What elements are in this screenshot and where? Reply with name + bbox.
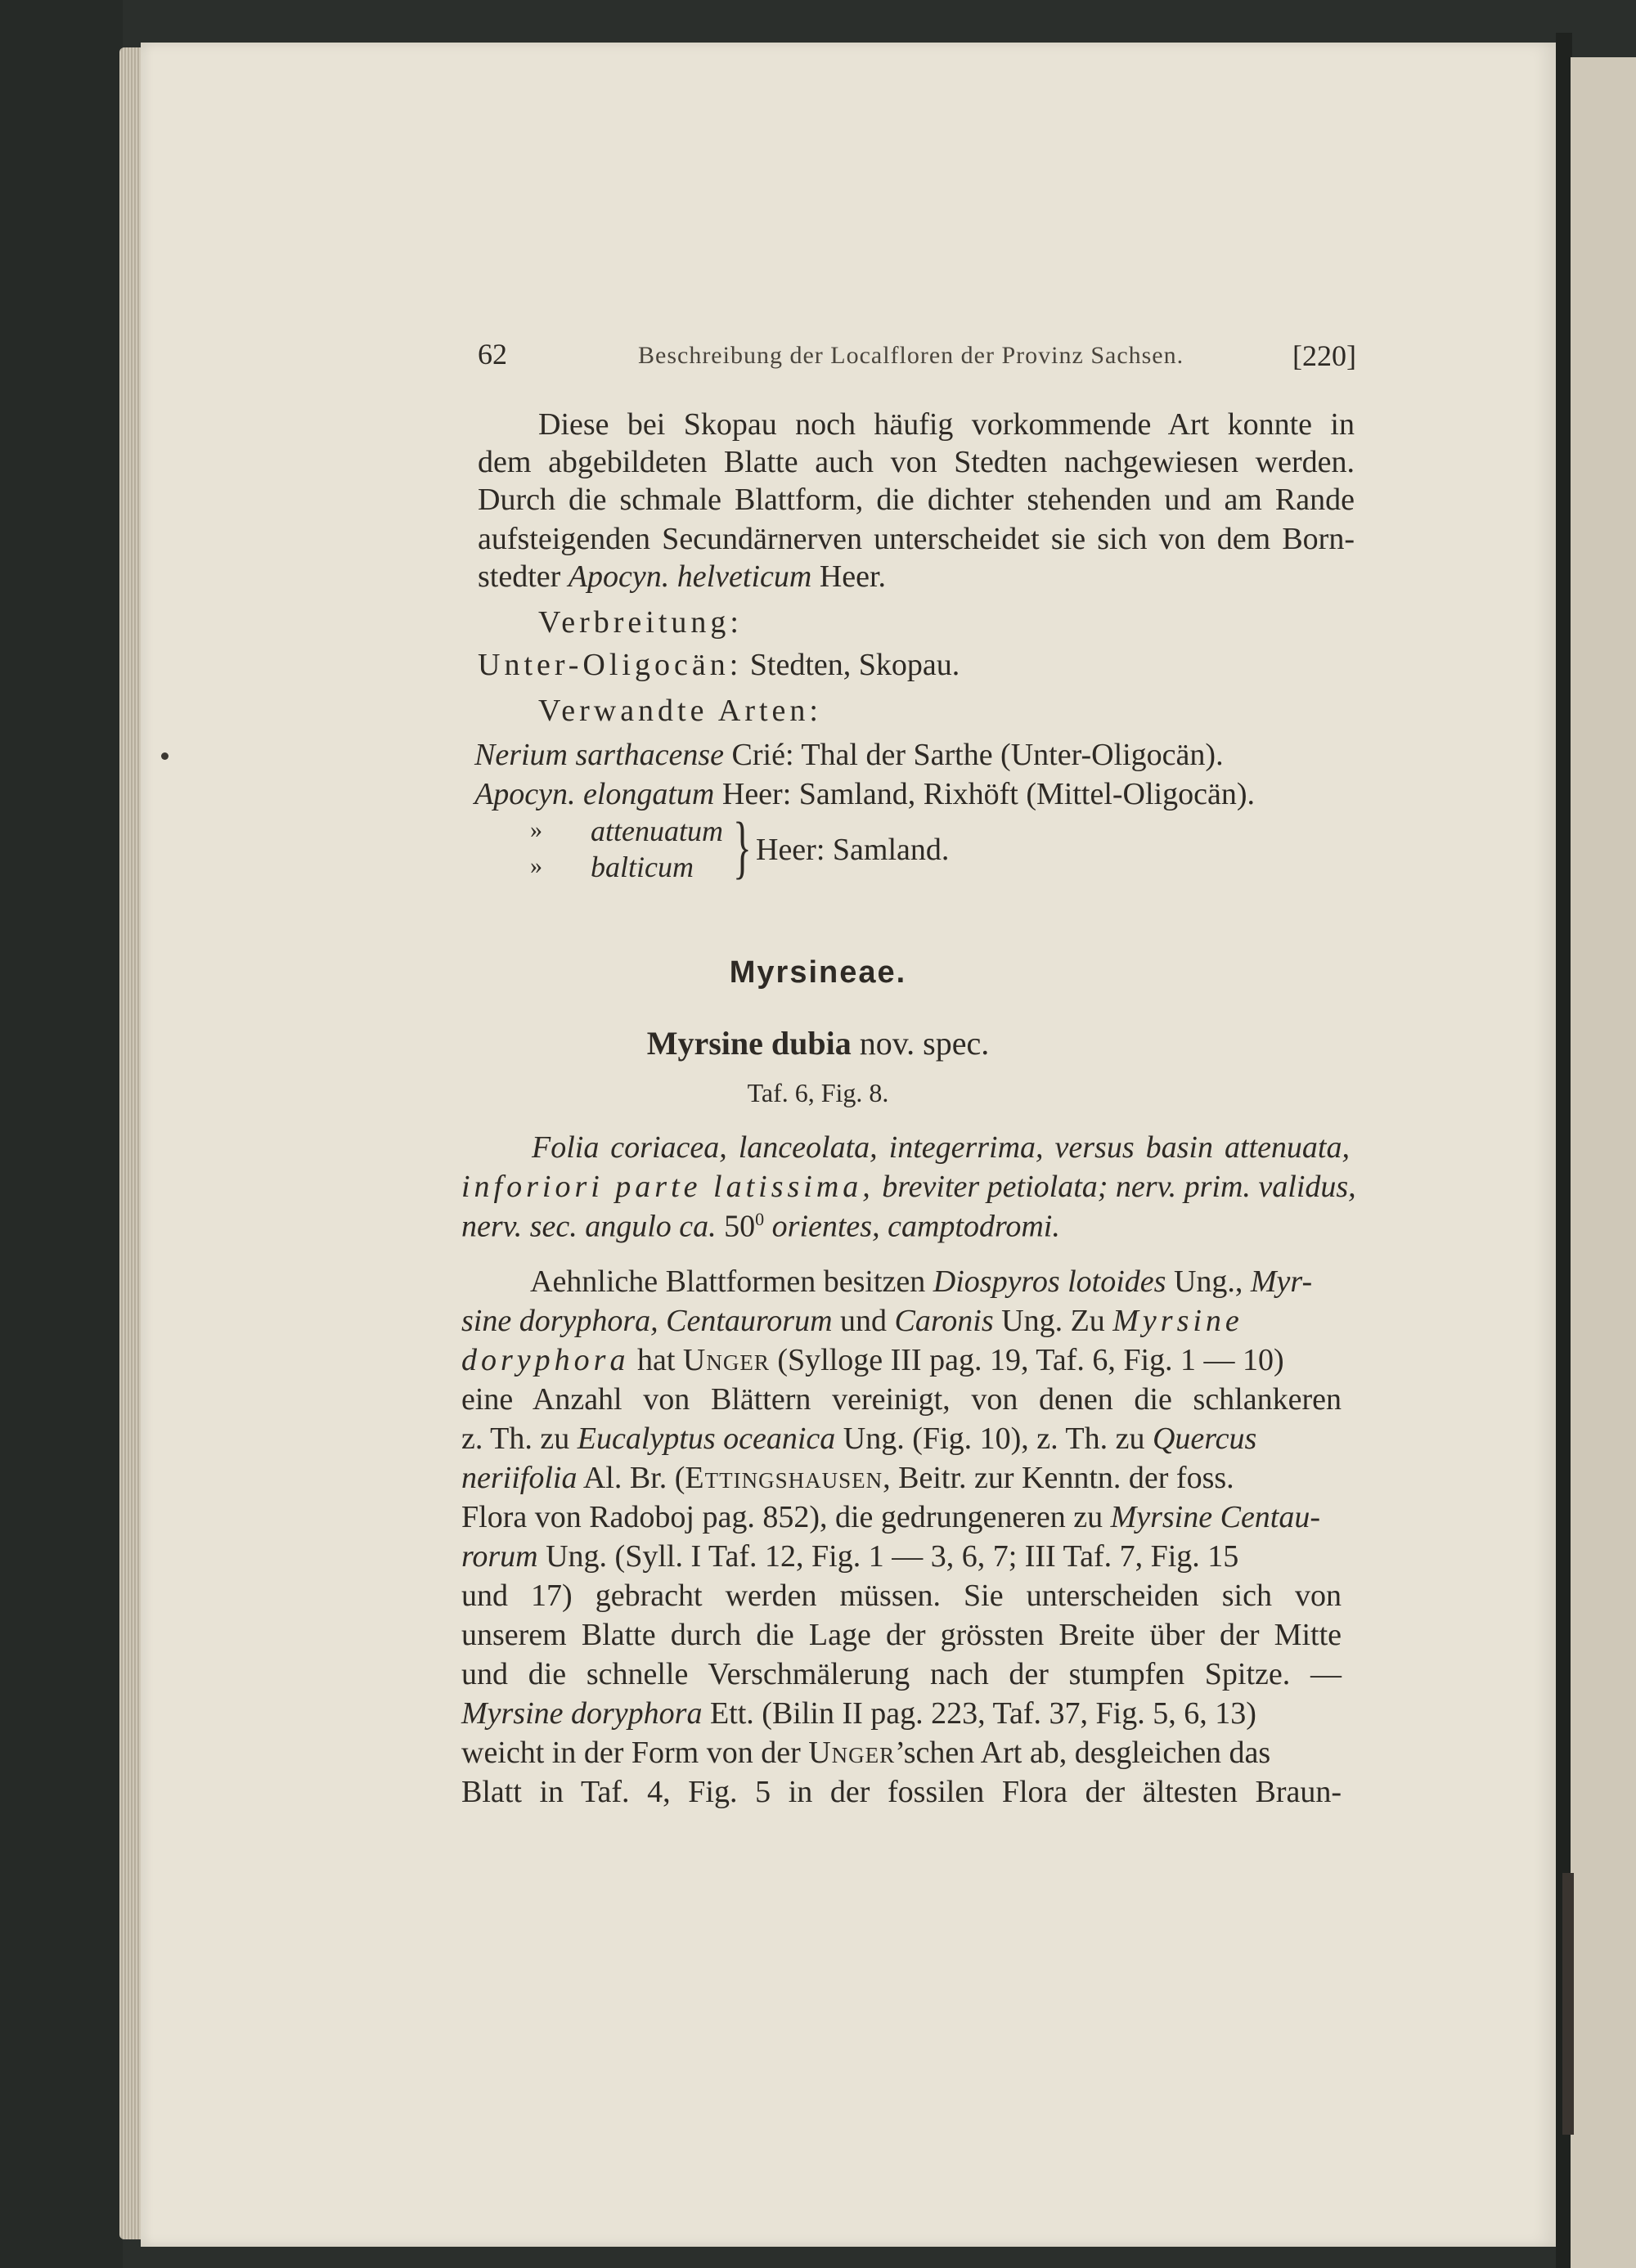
species-note: nov. spec.	[859, 1025, 990, 1062]
body-line-8	[461, 1541, 1238, 1572]
body-line-6	[461, 1462, 1234, 1493]
background-left	[0, 0, 123, 2268]
body-line-3	[461, 1345, 1284, 1376]
intro-line-3: Durch die schmale Blattform, die dichter stehenden und am Rande	[478, 483, 1355, 517]
body-text: Flora von Radoboj pag. 852), die gedrungeneren zu	[461, 1500, 1103, 1534]
related-heading: Verwandte Arten:	[538, 694, 822, 728]
diagnosis-line-2	[461, 1171, 1356, 1202]
body-text: hat	[636, 1343, 676, 1377]
body-text: Ett. (Bilin II pag. 223, Taf. 37, Fig. 5, 6, 13)	[709, 1696, 1256, 1731]
body-line-10: unserem Blatte durch die Lage der grössten Breite über der Mitte	[461, 1618, 1342, 1652]
body-line-11: und die schnelle Verschmälerung nach der stumpfen Spitze. —	[461, 1657, 1342, 1691]
body-line-7	[461, 1502, 1320, 1533]
taxon-name: Myrsine	[1112, 1304, 1243, 1338]
body-text: , Beitr. zur Kenntn. der foss.	[883, 1461, 1234, 1495]
species-name: Myrsine dubia	[646, 1025, 852, 1062]
page-number: 62	[478, 338, 507, 371]
intro-line-5-suffix: Heer.	[819, 559, 887, 594]
diagnosis-text: Folia coriacea, lanceolata, integerrima, versus basin attenuata,	[532, 1130, 1350, 1165]
intro-line-5	[478, 561, 886, 592]
body-text: Aehnliche Blattformen besitzen	[530, 1264, 926, 1299]
species-title	[0, 1024, 1636, 1062]
taxon-name: Apocyn. elongatum	[474, 777, 715, 811]
taxon-name: Centaurorum	[666, 1304, 833, 1338]
taxon-name: Eucalyptus oceanica	[577, 1421, 836, 1456]
diagnosis-text: nerv. sec. angulo ca.	[461, 1209, 717, 1244]
body-line-13	[461, 1737, 1270, 1768]
taxon-name: Quercus	[1152, 1421, 1257, 1456]
next-page-edge	[1571, 57, 1636, 2268]
body-line-1	[530, 1266, 1312, 1297]
taxon-name: balticum	[591, 851, 694, 883]
section-number: [220]	[1292, 339, 1356, 372]
body-text: Ung. (Fig. 10), z. Th. zu	[843, 1421, 1145, 1456]
intro-line-5-prefix: stedter	[478, 559, 561, 594]
distribution-line	[478, 649, 960, 680]
intro-line-2: dem abgebildeten Blatte auch von Stedten nachgewiesen werden.	[478, 445, 1355, 479]
taxon-name: Myrsine doryphora	[461, 1696, 703, 1731]
brace-text: Heer: Samland.	[756, 833, 950, 867]
taxon-name: attenuatum	[591, 815, 723, 847]
related-line-1	[474, 739, 1224, 770]
author-name: Unger	[682, 1343, 770, 1377]
brace-symbol: }	[733, 807, 752, 886]
body-text: (Sylloge III pag. 19, Taf. 6, Fig. 1 — 10)	[777, 1343, 1284, 1377]
body-text: z. Th. zu	[461, 1421, 570, 1456]
angle-value: 50	[724, 1209, 756, 1244]
taxon-name: Myrsine Centau-	[1110, 1500, 1321, 1534]
taxon-name: Apocyn. helveticum	[568, 559, 812, 594]
author-name: Ettingshausen	[685, 1461, 883, 1495]
body-text: Al. Br. (	[582, 1461, 685, 1495]
body-line-9: und 17) gebracht werden müssen. Sie unterscheiden sich von	[461, 1579, 1342, 1613]
taxon-name: neriifolia	[461, 1461, 578, 1495]
distribution-value: Stedten, Skopau.	[749, 648, 960, 682]
body-text: und	[840, 1304, 888, 1338]
body-text: weicht in der Form von der	[461, 1736, 801, 1770]
intro-line-4: aufsteigenden Secundärnerven unterscheidet sie sich von dem Born-	[478, 522, 1355, 556]
ditto-mark-1: »	[530, 816, 542, 843]
next-page-shadow	[1562, 1873, 1574, 2135]
taxon-name: rorum	[461, 1539, 538, 1574]
diagnosis-spaced-text: inforiori parte latissima,	[461, 1170, 874, 1204]
taxon-name: Myr-	[1250, 1264, 1313, 1299]
related-text: Heer: Samland, Rixhöft (Mittel-Oligocän).	[721, 777, 1255, 811]
taxon-name: sine doryphora,	[461, 1304, 658, 1338]
distribution-heading: Verbreitung:	[538, 605, 743, 640]
body-text: Ung. Zu	[1001, 1304, 1105, 1338]
body-line-2	[461, 1305, 1243, 1336]
plate-reference: Taf. 6, Fig. 8.	[747, 1078, 889, 1107]
taxon-name: Diospyros lotoides	[933, 1264, 1166, 1299]
diagnosis-line-3	[461, 1210, 1060, 1242]
degree-sign: 0	[755, 1209, 765, 1229]
body-line-14: Blatt in Taf. 4, Fig. 5 in der fossilen Flora der ältesten Braun-	[461, 1775, 1342, 1809]
related-line-4	[591, 852, 694, 882]
diagnosis-line-1	[532, 1132, 1350, 1163]
taxon-name: doryphora	[461, 1343, 630, 1377]
running-title: Beschreibung der Localfloren der Provinz Sachsen.	[638, 342, 1184, 369]
body-line-5	[461, 1423, 1256, 1454]
body-text: ’schen Art ab, desgleichen das	[895, 1736, 1271, 1770]
ditto-mark-2: »	[530, 852, 542, 879]
diagnosis-text: orientes, camptodromi.	[771, 1209, 1060, 1244]
body-text: Ung.,	[1173, 1264, 1243, 1299]
body-text: Ung. (Syll. I Taf. 12, Fig. 1 — 3, 6, 7; III Taf. 7, Fig. 15	[546, 1539, 1239, 1574]
distribution-label: Unter-Oligocän:	[478, 648, 743, 682]
author-name: Unger	[808, 1736, 896, 1770]
diagnosis-text: breviter petiolata; nerv. prim. validus,	[882, 1170, 1356, 1204]
related-text: Crié: Thal der Sarthe (Unter-Oligocän).	[731, 738, 1224, 772]
margin-mark	[161, 752, 169, 760]
related-line-3	[591, 816, 723, 846]
related-line-2	[474, 779, 1255, 810]
taxon-name: Nerium sarthacense	[474, 738, 725, 772]
section-heading: Myrsineae.	[729, 955, 907, 990]
taxon-name: Caronis	[894, 1304, 994, 1338]
intro-line-1: Diese bei Skopau noch häufig vorkommende Art konnte in	[538, 407, 1355, 442]
body-line-4: eine Anzahl von Blättern vereinigt, von denen die schlankeren	[461, 1382, 1342, 1417]
body-line-12	[461, 1698, 1256, 1729]
